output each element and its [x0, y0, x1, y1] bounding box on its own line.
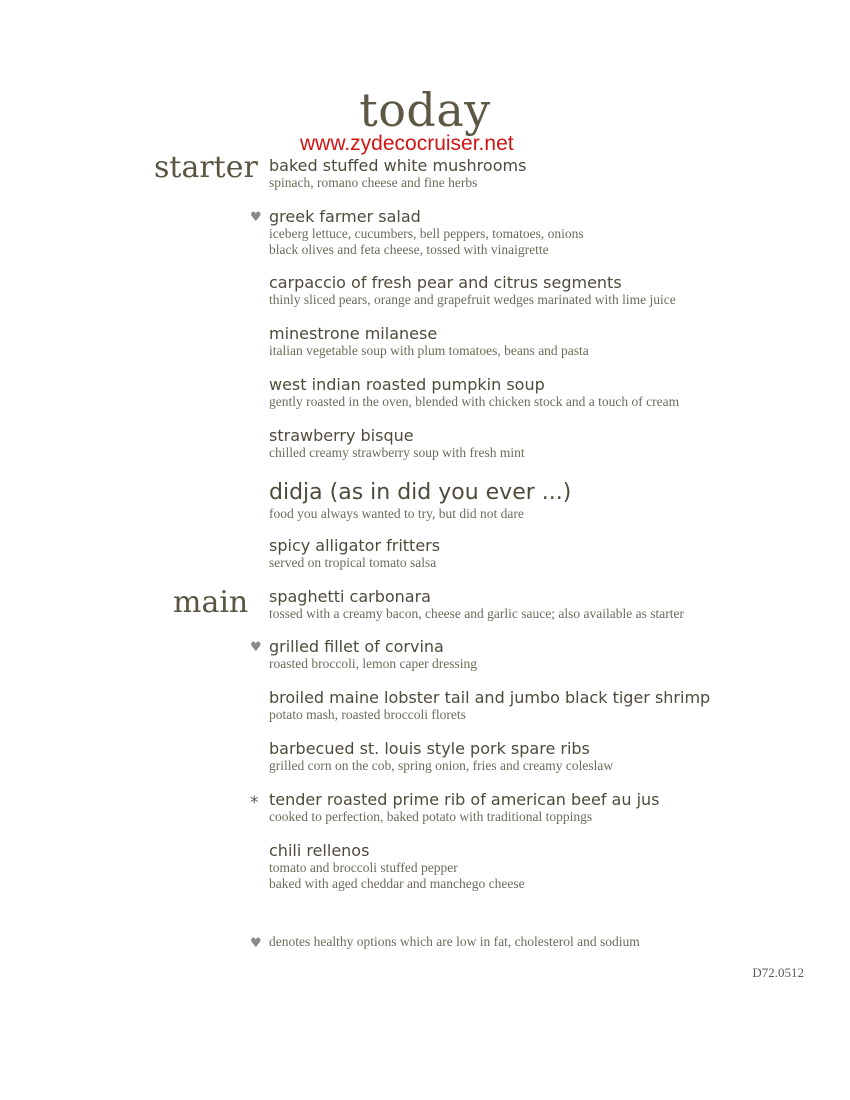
menu-title: today: [359, 83, 491, 137]
item-description: gently roasted in the oven, blended with chicken stock and a touch of cream: [269, 394, 680, 409]
heart-icon: ♥: [250, 936, 262, 951]
menu-item: [269, 480, 829, 522]
item-name: baked stuffed white mushrooms: [269, 156, 527, 175]
item-name: strawberry bisque: [269, 426, 414, 445]
item-name: didja (as in did you ever ...): [269, 480, 572, 505]
item-description: iceberg lettuce, cucumbers, bell peppers, tomatoes, onions: [269, 226, 584, 241]
section-label-starter: starter: [154, 150, 258, 185]
watermark-url: www.zydecocruiser.net: [300, 132, 514, 155]
item-name: chili rellenos: [269, 841, 370, 860]
menu-item: [269, 325, 829, 359]
item-description: food you always wanted to try, but did not dare: [269, 506, 524, 521]
menu-item: [269, 274, 829, 308]
menu-item: [269, 157, 829, 191]
item-description: served on tropical tomato salsa: [269, 555, 437, 570]
item-name: west indian roasted pumpkin soup: [269, 375, 545, 394]
menu-item: [269, 842, 829, 892]
menu-item: [269, 588, 829, 622]
item-description: baked with aged cheddar and manchego cheese: [269, 876, 525, 891]
menu-item: [269, 537, 829, 571]
asterisk-icon: *: [250, 793, 259, 813]
item-description: grilled corn on the cob, spring onion, fries and creamy coleslaw: [269, 758, 614, 773]
menu-item: [269, 791, 829, 825]
menu-item: [269, 689, 829, 723]
item-name: spaghetti carbonara: [269, 587, 431, 606]
item-description: potato mash, roasted broccoli florets: [269, 707, 466, 722]
menu-item: [269, 740, 829, 774]
menu-item: [269, 376, 829, 410]
item-description: chilled creamy strawberry soup with fresh mint: [269, 445, 525, 460]
item-name: tender roasted prime rib of american beef au jus: [269, 790, 660, 809]
item-name: barbecued st. louis style pork spare ribs: [269, 739, 590, 758]
item-name: carpaccio of fresh pear and citrus segments: [269, 273, 622, 292]
menu-item: [269, 208, 829, 258]
heart-icon: ♥: [250, 210, 262, 225]
item-name: spicy alligator fritters: [269, 536, 441, 555]
item-name: broiled maine lobster tail and jumbo black tiger shrimp: [269, 688, 711, 707]
menu-code: D72.0512: [752, 965, 804, 980]
item-description: black olives and feta cheese, tossed with vinaigrette: [269, 242, 549, 257]
item-description: roasted broccoli, lemon caper dressing: [269, 656, 478, 671]
item-name: minestrone milanese: [269, 324, 438, 343]
item-description: italian vegetable soup with plum tomatoes, beans and pasta: [269, 343, 589, 358]
healthy-footnote: denotes healthy options which are low in fat, cholesterol and sodium: [269, 934, 640, 949]
item-description: cooked to perfection, baked potato with traditional toppings: [269, 809, 593, 824]
section-label-main: main: [173, 585, 249, 620]
item-name: grilled fillet of corvina: [269, 637, 444, 656]
heart-icon: ♥: [250, 640, 262, 655]
menu-item: [269, 427, 829, 461]
item-description: thinly sliced pears, orange and grapefruit wedges marinated with lime juice: [269, 292, 676, 307]
item-description: tossed with a creamy bacon, cheese and garlic sauce; also available as starter: [269, 606, 684, 621]
item-description: tomato and broccoli stuffed pepper: [269, 860, 458, 875]
menu-item: [269, 638, 829, 672]
item-name: greek farmer salad: [269, 207, 421, 226]
item-description: spinach, romano cheese and fine herbs: [269, 175, 478, 190]
